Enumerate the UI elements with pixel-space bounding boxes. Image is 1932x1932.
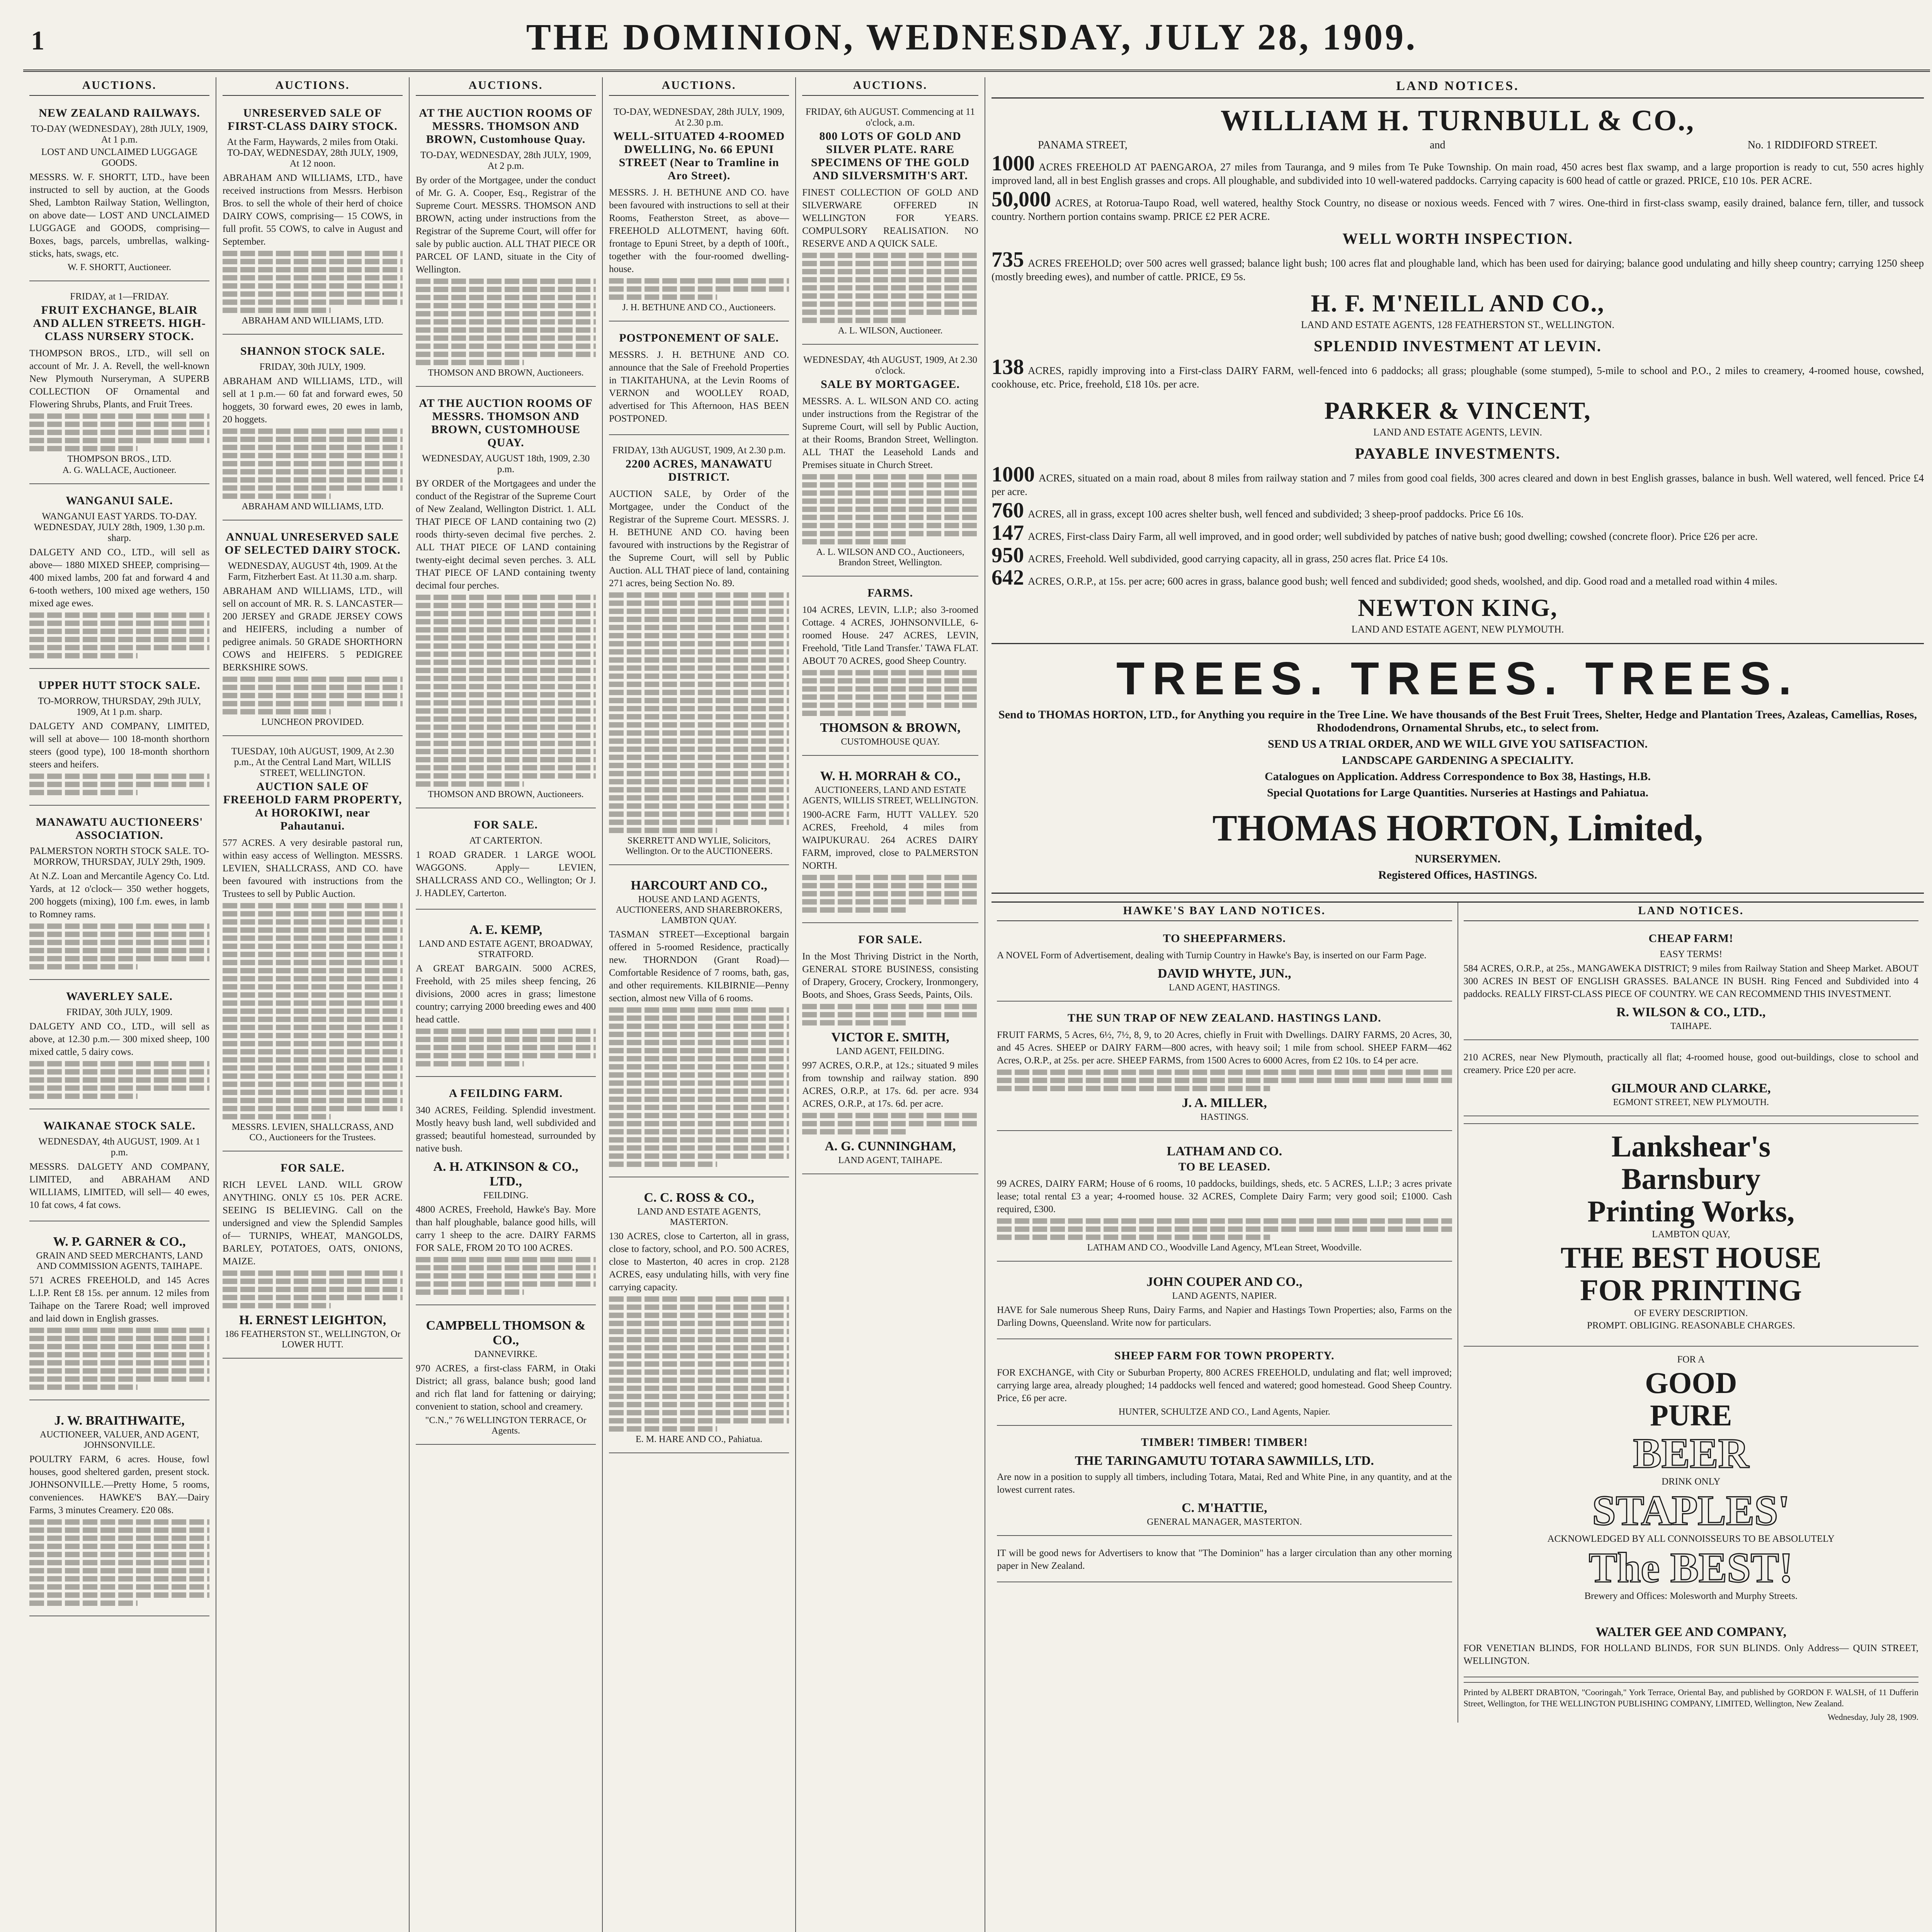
ad-date: FRIDAY, at 1—FRIDAY. <box>70 291 169 302</box>
ad-firm: A. G. WALLACE, Auctioneer. <box>62 465 177 475</box>
firm-address: GENERAL MANAGER, MASTERTON. <box>1147 1517 1302 1527</box>
notice <box>997 1541 1452 1582</box>
nursery-advertisement <box>992 643 1924 894</box>
firm-name: J. W. BRAITHWAITE, <box>54 1413 185 1428</box>
firm-address: 186 FEATHERSTON ST., WELLINGTON, Or LOWER HUTT. <box>224 1329 401 1350</box>
ad-date: At the Farm, Haywards, 2 miles from Otaki. TO-DAY, WEDNESDAY, 28th JULY, 1909, At 12 noon. <box>227 137 398 169</box>
printing-works-advertisement <box>1464 1123 1919 1339</box>
blinds-advertisement <box>1464 1616 1919 1677</box>
firm-address: LAND AND ESTATE AGENTS, 128 FEATHERSTON ST., WELLINGTON. <box>1301 319 1615 330</box>
firm-address: FEILDING. <box>483 1190 529 1201</box>
land-listing: 642 ACRES, O.R.P., at 15s. per acre; 600 acres in grass, balance good bush; well fenced and subdivided; good sheds, woolshed, and dip. Good road and a metalled road within 4 miles. <box>992 566 1777 590</box>
ad-body: 210 ACRES, near New Plymouth, practically all flat; 4-roomed house, good out-buildings, close to school and creamery. Price £20 per acre. <box>1463 1052 1918 1075</box>
column-heading: AUCTIONS. <box>802 77 978 96</box>
ad-title: UNRESERVED SALE OF FIRST-CLASS DAIRY STOCK. <box>228 107 398 133</box>
firm-ad <box>609 1182 789 1453</box>
ad-headline: THE BEST HOUSE <box>1560 1241 1821 1274</box>
auction-ad <box>223 741 403 1151</box>
ad-body: Special Quotations for Large Quantities. Nurseries at Hastings and Pahiatua. <box>1267 786 1648 799</box>
ad-title: SALE BY MORTGAGEE. <box>820 378 960 391</box>
ad-subtitle: FOR A <box>1677 1354 1705 1365</box>
ad-body: 130 ACRES, close to Carterton, all in grass, close to factory, school, and P.O. 500 ACRES, close to Masterton, 40 acres in crop. 2128 ACRES, easy undulating hills, with very fine carrying capacity. <box>609 1231 789 1293</box>
auction-ad <box>802 349 978 577</box>
ad-body: Send to THOMAS HORTON, LTD., for Anything you require in the Tree Line. We have thousands of the Best Fruit Trees, Shelter, Hedge and Plantation Trees, Azaleas, Camellias, Roses, Rhododendrons, Ornamental Shrubs, etc., to select from. <box>998 708 1917 734</box>
column-4 <box>603 77 796 1932</box>
ad-subtitle: ACKNOWLEDGED BY ALL CONNOISSEURS TO BE ABSOLUTELY <box>1547 1534 1835 1544</box>
land-notices-right <box>1458 903 1924 1723</box>
land-ad <box>997 1430 1452 1536</box>
ad-title: THE SUN TRAP OF NEW ZEALAND. HASTINGS LAND. <box>1067 1012 1381 1024</box>
ad-title: 800 LOTS OF GOLD AND SILVER PLATE. RARE SPECIMENS OF THE GOLD AND SILVERSMITH'S ART. <box>811 130 970 182</box>
land-ad <box>997 927 1452 1002</box>
firm-ad <box>609 870 789 1177</box>
ad-body: At N.Z. Loan and Mercantile Agency Co. Ltd. Yards, at 12 o'clock— 350 wether hoggets, 200 hoggets (mixing), 100 f.m. ewes, in lamb to Romney rams. <box>29 871 209 920</box>
ad-body: In the Most Thriving District in the North, GENERAL STORE BUSINESS, consisting of Drapery, Grocery, Crockery, Ironmongery, Boots, and Shoes, Grass Seeds, Paints, Oils. <box>802 951 978 1000</box>
column-heading: AUCTIONS. <box>29 77 209 96</box>
ad-body: LANDSCAPE GARDENING A SPECIALITY. <box>1342 754 1574 767</box>
ad-body: ABRAHAM AND WILLIAMS, LTD., will sell at 1 p.m.— 60 fat and forward ewes, 50 hoggets, 30 forward ewes, 20 ewes in lamb, 20 hoggets. <box>223 376 403 425</box>
auction-ad <box>223 339 403 520</box>
auction-ad <box>29 810 209 980</box>
firm-address: HUNTER, SCHULTZE AND CO., Land Agents, Napier. <box>1118 1407 1330 1417</box>
column-heading: AUCTIONS. <box>416 77 596 96</box>
ad-date: TO-DAY, WEDNESDAY, 28th JULY, 1909, At 2.30 p.m. <box>613 107 785 128</box>
ad-body: DALGETY AND CO., LTD., will sell as above, at 12.30 p.m.— 300 mixed sheep, 100 mixed cattle, 5 dairy cows. <box>29 1021 209 1057</box>
ad-body: Are now in a position to supply all timbers, including Totara, Matai, Red and White Pine, in any quantity, and at the lowest current rates. <box>997 1472 1452 1495</box>
firm-name: C. M'HATTIE, <box>1182 1501 1267 1515</box>
ad-heading: LOST AND UNCLAIMED LUGGAGE GOODS. <box>41 147 198 168</box>
ad-date: TO-DAY (WEDNESDAY), 28th JULY, 1909, At 1 p.m. <box>31 124 208 145</box>
ad-firm: E. M. HARE AND CO., Pahiatua. <box>636 1434 762 1444</box>
ad-firm: A. L. WILSON AND CO., Auctioneers, Brandon Street, Wellington. <box>816 547 964 568</box>
ad-date: PALMERSTON NORTH STOCK SALE. TO-MORROW, THURSDAY, JULY 29th, 1909. <box>29 846 209 867</box>
ad-title: AUCTION SALE OF FREEHOLD FARM PROPERTY, At HOROKIWI, near Pahautanui. <box>223 780 402 832</box>
ad-body: Catalogues on Application. Address Correspondence to Box 38, Hastings, H.B. <box>1264 770 1651 783</box>
lower-subcolumns <box>992 901 1924 1723</box>
firm-name: R. WILSON & CO., LTD., <box>1616 1005 1766 1019</box>
column-5 <box>796 77 985 1932</box>
ad-title: AT THE AUCTION ROOMS OF MESSRS. THOMSON AND BROWN, CUSTOMHOUSE QUAY. <box>419 397 593 449</box>
auction-ad <box>223 101 403 335</box>
firm-name: THE TARINGAMUTU TOTARA SAWMILLS, LTD. <box>1075 1454 1374 1468</box>
ad-title: SHEEP FARM FOR TOWN PROPERTY. <box>1114 1349 1335 1362</box>
ad-body: 4800 ACRES, Freehold, Hawke's Bay. More than half ploughable, balance good hills, will carry 1 sheep to the acre. DAIRY FARMS FOR SALE, FROM 20 TO 100 ACRES. <box>416 1204 596 1253</box>
ad-body: 577 ACRES. A very desirable pastoral run, within easy access of Wellington. MESSRS. LEVIEN, SHALLCRASS, AND CO. have been favoured with instructions from the Trustees to sell by Public Auction. <box>223 838 403 899</box>
auction-ad <box>609 101 789 321</box>
ad-body: A GREAT BARGAIN. 5000 ACRES, Freehold, with 25 miles sheep fencing, 26 divisions, 2000 acres in grass; limestone country; carrying 2000 breeding ewes and 400 head cattle. <box>416 963 596 1025</box>
land-ad <box>997 1136 1452 1262</box>
auction-ad <box>29 673 209 806</box>
section-heading: WELL WORTH INSPECTION. <box>1342 230 1573 247</box>
ad-body: MESSRS. A. L. WILSON AND CO. acting under instructions from the Registrar of the Supreme Court, will sell by Public Auction, at their Rooms, Brandon Street, Wellington. ALL THAT the Leasehold Lands and Premises situate in Church Street. <box>802 396 978 470</box>
land-listing: 50,000 ACRES, at Rotorua-Taupo Road, well watered, healthy Stock Country, no disease or noxious weeds. Fenced with 7 wires. One-third in first-class swamp, easily drained, balance fern, tiller, and tussock country. Northern portion contains swamp. PRICE £2 PER ACRE. <box>992 187 1924 222</box>
firm-ad <box>29 1405 209 1616</box>
printer-imprint: Printed by ALBERT DRABTON, "Cooringah," York Terrace, Oriental Bay, and published by GORDON F. WALSH, of 11 Dufferin Street, Wellington, for THE WELLINGTON PUBLISHING COMPANY, LIMITED, Wellington, New Zealand. Wednesday, July 28, 1909. <box>1464 1682 1919 1723</box>
land-listing: 138 ACRES, rapidly improving into a First-class DAIRY FARM, well-fenced into 6 paddocks; all grass; ploughable (some stumped), 5-mile to school and P.O., 2 miles to creamery, 4-roomed house, cowshed, cookhouse, etc. Price, freehold, £18 10s. per acre. <box>992 355 1924 390</box>
ad-body: DALGETY AND COMPANY, LIMITED, will sell at above— 100 18-month shorthorn steers (good type), 100 18-month shorthorn steers and heifers. <box>29 721 209 770</box>
auction-ad <box>29 489 209 669</box>
ad-body: By order of the Mortgagee, under the conduct of Mr. G. A. Cooper, Esq., Registrar of the Supreme Court. MESSRS. THOMSON AND BROWN, acting under instructions from the Registrar of the Supreme Court, will offer for sale by public auction. ALL THAT PIECE OR PARCEL OF LAND, situate in the City of Wellington. <box>416 175 596 275</box>
ad-body: 340 ACRES, Feilding. Splendid investment. Mostly heavy bush land, well subdivided and grassed; beautiful homestead, surrounded by native bush. <box>416 1105 596 1154</box>
ad-firm: A. L. WILSON, Auctioneer. <box>838 326 943 336</box>
firm-address: Registered Offices, HASTINGS. <box>1378 869 1537 881</box>
auction-ad <box>802 581 978 756</box>
column-heading: LAND NOTICES. <box>992 77 1924 99</box>
firm-name: CAMPBELL THOMSON & CO., <box>426 1318 586 1347</box>
firm-ad <box>29 1226 209 1400</box>
ad-title: CHEAP FARM! <box>1648 932 1734 945</box>
land-listing: 147 ACRES, First-class Dairy Farm, all well improved, and in good order; well subdivided by patches of native bush; good dwelling; cowshed (concrete floor). Price £26 per acre. <box>992 521 1758 545</box>
auction-ad <box>223 1156 403 1359</box>
auction-ad <box>29 286 209 484</box>
ad-title: NEW ZEALAND RAILWAYS. <box>39 107 200 119</box>
ad-date: WEDNESDAY, AUGUST 18th, 1909, 2.30 p.m. <box>422 453 590 474</box>
ad-body: RICH LEVEL LAND. WILL GROW ANYTHING. ONLY £5 10s. PER ACRE. SEEING IS BELIEVING. Call on the undersigned and view the Splendid Samples of— TURNIPS, WHEAT, MANGOLDS, BARLEY, POTATOES, OATS, ONIONS, MAIZE. <box>223 1180 403 1267</box>
land-ad <box>997 1006 1452 1131</box>
column-3 <box>410 77 603 1932</box>
ad-body: 99 ACRES, DAIRY FARM; House of 6 rooms, 10 paddocks, buildings, sheds, etc. 5 ACRES, L.I.P.; 3 acres private lease; total rental £3 a year; 4-roomed house. 32 ACRES, Complete Dairy Farm; very good soil; £1000. Cash required, £300. <box>997 1179 1452 1214</box>
ad-title: WANGANUI SALE. <box>66 494 173 507</box>
ad-date: WANGANUI EAST YARDS. TO-DAY. WEDNESDAY, JULY 28th, 1909, 1.30 p.m. sharp. <box>34 511 205 543</box>
firm-address: LAND AGENT, TAIHAPE. <box>838 1155 942 1165</box>
firm-address: TAIHAPE. <box>1670 1021 1712 1031</box>
auction-ad <box>609 326 789 435</box>
ad-note: LUNCHEON PROVIDED. <box>261 717 364 727</box>
ad-firm: MESSRS. LEVIEN, SHALLCRASS, AND CO., Auctioneers for the Trustees. <box>231 1122 394 1143</box>
ad-body: 104 ACRES, LEVIN, L.I.P.; also 3-roomed Cottage. 4 ACRES, JOHNSONVILLE, 6-roomed House. 247 ACRES, LEVIN, Freehold, 'Title Land Transfer.' TAWA FLAT. ABOUT 70 ACRES, good Sheep Country. <box>802 605 978 666</box>
ad-title: WELL-SITUATED 4-ROOMED DWELLING, No. 66 EPUNI STREET (Near to Tramline in Aro Street). <box>613 130 785 182</box>
land-listing: 735 ACRES FREEHOLD; over 500 acres well grassed; balance light bush; 100 acres flat and ploughable land, which has been used for dairying; balance good undulating and hilly sheep country; carrying 1250 sheep (mostly breeding ewes), and number of cattle. PRICE, £9 5s. <box>992 248 1924 282</box>
ad-title: FOR SALE. <box>858 933 922 946</box>
ad-firm: SKERRETT AND WYLIE, Solicitors, Wellington. Or to the AUCTIONEERS. <box>625 836 773 856</box>
firm-name: LATHAM AND CO. <box>1167 1144 1282 1158</box>
ad-body: A NOVEL Form of Advertisement, dealing with Turnip Country in Hawke's Bay, is inserted on our Farm Page. <box>997 950 1427 961</box>
firm-ad <box>802 760 978 923</box>
column-heading: AUCTIONS. <box>223 77 403 96</box>
firm-address: LAND AND ESTATE AGENT, NEW PLYMOUTH. <box>1351 624 1564 635</box>
ad-headline: Lankshear's <box>1611 1129 1771 1163</box>
ad-contact: "C.N.," 76 WELLINGTON TERRACE, Or Agents. <box>425 1415 587 1436</box>
ad-body: FOR VENETIAN BLINDS, FOR HOLLAND BLINDS, FOR SUN BLINDS. Only Address— QUIN STREET, WELLINGTON. <box>1463 1643 1918 1666</box>
ad-title: WAIKANAE STOCK SALE. <box>43 1119 196 1132</box>
ad-title: MANAWATU AUCTIONEERS' ASSOCIATION. <box>36 816 203 842</box>
ad-footer: Brewery and Offices: Molesworth and Murphy Streets. <box>1584 1591 1798 1601</box>
firm-address: AUCTIONEER, VALUER, AND AGENT, JOHNSONVILLE. <box>40 1430 199 1450</box>
firm-name: A. G. CUNNINGHAM, <box>825 1139 956 1153</box>
firm-name: J. A. MILLER, <box>1182 1096 1267 1110</box>
ad-body: AUCTION SALE, by Order of the Mortgagee, under the Conduct of the Registrar of the Supreme Court. MESSRS. J. H. BETHUNE AND CO. having been favoured with instructions by the Registrar of the Supreme Court, will sell by Public Auction. ALL THAT piece of land, containing 271 acres, being Section No. 89. <box>609 489 789 588</box>
ad-tagline: PROMPT. OBLIGING. REASONABLE CHARGES. <box>1587 1320 1795 1331</box>
ad-date: FRIDAY, 30th JULY, 1909. <box>66 1007 173 1017</box>
firm-name: NEWTON KING, <box>1357 594 1558 621</box>
brand-name: STAPLES' <box>1592 1487 1790 1534</box>
masthead <box>23 15 1930 72</box>
ad-body: SEND US A TRIAL ORDER, AND WE WILL GIVE YOU SATISFACTION. <box>1267 738 1648 750</box>
auction-ad <box>29 101 209 281</box>
firm-address: PANAMA STREET, and No. 1 RIDDIFORD STREET. <box>1038 139 1878 151</box>
ad-body: MESSRS. J. H. BETHUNE AND CO. announce that the Sale of Freehold Properties in TIAKITAHUNA, at the Levin Rooms of VERNON and WOOLLEY ROAD, advertised for This Afternoon, HAS BEEN POSTPONED. <box>609 350 789 424</box>
land-listing: 760 ACRES, all in grass, except 100 acres shelter bush, well fenced and subdivided; 3 sheep-proof paddocks. Price £6 10s. <box>992 498 1524 522</box>
firm-name: A. H. ATKINSON & CO., LTD., <box>433 1160 578 1189</box>
firm-address: GRAIN AND SEED MERCHANTS, LAND AND COMMISSION AGENTS, TAIHAPE. <box>36 1251 203 1271</box>
ad-headline: FOR PRINTING <box>1580 1273 1802 1307</box>
columns <box>23 77 1930 1932</box>
ad-body: MESSRS. J. H. BETHUNE AND CO. have been favoured with instructions to sell at their Rooms, Featherston Street, as above— FREEHOLD ALLOTMENT, having 60ft. frontage to Epuni Street, by a depth of 100ft., together with the four-roomed dwelling-house. <box>609 187 789 274</box>
ad-title: WAVERLEY SALE. <box>66 990 173 1003</box>
section-heading: PAYABLE INVESTMENTS. <box>1355 445 1561 462</box>
ad-headline: PURE <box>1650 1398 1732 1432</box>
ad-title: POSTPONEMENT OF SALE. <box>619 332 779 344</box>
newspaper-title: THE DOMINION, WEDNESDAY, JULY 28, 1909. <box>526 16 1418 58</box>
firm-name: A. E. KEMP, <box>469 923 543 937</box>
firm-name: C. C. ROSS & CO., <box>644 1190 754 1205</box>
ad-body: IT will be good news for Advertisers to know that "The Dominion" has a larger circulation than any other morning paper in New Zealand. <box>997 1548 1452 1571</box>
auction-ad <box>802 101 978 345</box>
firm-name: THOMAS HORTON, Limited, <box>1212 807 1703 849</box>
ad-date: WEDNESDAY, 4th AUGUST, 1909. At 1 p.m. <box>38 1136 201 1158</box>
ad-title: ANNUAL UNRESERVED SALE OF SELECTED DAIRY STOCK. <box>224 531 401 556</box>
firm-address: LAND AND ESTATE AGENTS, MASTERTON. <box>637 1207 761 1227</box>
ad-date: TUESDAY, 10th AUGUST, 1909, At 2.30 p.m., At the Central Land Mart, WILLIS STREET, WELLINGTON. <box>231 746 394 778</box>
ad-date: FRIDAY, 6th AUGUST. Commencing at 11 o'clock, a.m. <box>805 107 975 128</box>
ad-body: DALGETY AND CO., LTD., will sell as above— 1880 MIXED SHEEP, comprising— 400 mixed lambs, 200 fat and forward 4 and 6-tooth wethers, 100 mixed age wethers, 150 mixed age ewes. <box>29 547 209 609</box>
ad-title: TIMBER! TIMBER! TIMBER! <box>1141 1436 1308 1449</box>
firm-address: LAND AGENT, HASTINGS. <box>1168 983 1280 993</box>
auction-ad <box>223 525 403 736</box>
column-2 <box>216 77 410 1932</box>
firm-address: LAND AND ESTATE AGENT, BROADWAY, STRATFORD. <box>419 939 593 959</box>
ad-title: AT THE AUCTION ROOMS OF MESSRS. THOMSON AND BROWN, Customhouse Quay. <box>419 107 593 146</box>
firm-name: PARKER & VINCENT, <box>1324 397 1591 424</box>
ad-subtitle: LAMBTON QUAY, <box>1652 1229 1730 1240</box>
page-number: 1 <box>31 26 44 56</box>
ad-headline: GOOD <box>1645 1366 1737 1400</box>
ad-headline: BEER <box>1633 1430 1749 1477</box>
ad-headline: TREES. TREES. TREES. <box>1116 653 1799 704</box>
ad-firm: ABRAHAM AND WILLIAMS, LTD. <box>242 502 384 512</box>
firm-address: LAND AND ESTATE AGENTS, LEVIN. <box>1373 427 1542 438</box>
firm-address: HOUSE AND LAND AGENTS, AUCTIONEERS, AND SHAREBROKERS, LAMBTON QUAY. <box>616 895 782 925</box>
ad-body: MESSRS. DALGETY AND COMPANY, LIMITED, and ABRAHAM AND WILLIAMS, LIMITED, will sell— 40 ewes, 10 fat cows, 4 fat cows. <box>29 1162 209 1210</box>
land-listing: 950 ACRES, Freehold. Well subdivided, good carrying capacity, all in grass, 250 acres flat. Price £4 10s. <box>992 543 1448 567</box>
land-ad <box>997 1344 1452 1426</box>
firm-address: NURSERYMEN. <box>1415 852 1501 865</box>
ad-subtitle: EASY TERMS! <box>1660 949 1723 959</box>
firm-name: WALTER GEE AND COMPANY, <box>1595 1625 1787 1639</box>
land-ad <box>1464 1045 1919 1116</box>
firm-address: LAND AGENT, FEILDING. <box>836 1046 944 1056</box>
ad-body: 1900-ACRE Farm, HUTT VALLEY. 520 ACRES, Freehold, 4 miles from WAIPUKURAU. 264 ACRES DAIRY FARM, improved, close to PALMERSTON NORTH. <box>802 810 978 871</box>
auction-ad <box>609 440 789 865</box>
ad-title: UPPER HUTT STOCK SALE. <box>38 679 201 692</box>
ad-title: FOR SALE. <box>474 818 538 831</box>
ad-title: FOR SALE. <box>281 1162 345 1174</box>
column-heading: LAND NOTICES. <box>1464 903 1919 921</box>
firm-name: THOMSON & BROWN, <box>820 721 961 735</box>
ad-firm: J. H. BETHUNE AND CO., Auctioneers. <box>622 303 776 313</box>
auction-ad <box>416 1082 596 1305</box>
ad-title: TO SHEEPFARMERS. <box>1163 932 1286 945</box>
ad-body: THOMPSON BROS., LTD., will sell on account of Mr. J. A. Revell, the well-known New Plymouth Nurseryman, A SUPERB COLLECTION OF Ornamental and Flowering Shrubs, Plants, and Fruit Trees. <box>29 348 209 410</box>
ad-body: 997 ACRES, O.R.P., at 12s.; situated 9 miles from township and railway station. 890 ACRES, O.R.P., at 17s. 6d. per acre. 934 ACRES, O.R.P., at 17s. 6d. per acre. <box>802 1060 978 1109</box>
land-ad <box>1464 927 1919 1040</box>
column-heading: HAWKE'S BAY LAND NOTICES. <box>997 903 1452 921</box>
ad-title: TO BE LEASED. <box>1178 1160 1270 1173</box>
hawkes-bay-notices <box>992 903 1458 1723</box>
ad-date: FRIDAY, 13th AUGUST, 1909, At 2.30 p.m. <box>612 445 786 456</box>
ad-firm: ABRAHAM AND WILLIAMS, LTD. <box>242 316 384 326</box>
firm-address: CUSTOMHOUSE QUAY. <box>841 737 940 747</box>
firm-name: H. ERNEST LEIGHTON, <box>239 1313 386 1327</box>
ad-subtitle: OF EVERY DESCRIPTION. <box>1634 1308 1748 1318</box>
ad-date: AT CARTERTON. <box>469 835 543 846</box>
auction-ad <box>29 1114 209 1221</box>
ad-subtitle: DRINK ONLY <box>1662 1476 1721 1487</box>
ad-title: A FEILDING FARM. <box>449 1087 563 1100</box>
firm-address: EGMONT STREET, NEW PLYMOUTH. <box>1613 1097 1769 1107</box>
firm-name: W. P. GARNER & CO., <box>53 1235 186 1249</box>
firm-name: DAVID WHYTE, JUN., <box>1158 966 1291 981</box>
firm-name: JOHN COUPER AND CO., <box>1146 1275 1303 1289</box>
ad-headline: The BEST! <box>1588 1544 1793 1591</box>
ad-body: FINEST COLLECTION OF GOLD AND SILVERWARE OFFERED IN WELLINGTON FOR YEARS. COMPULSORY REALISATION. NO RESERVE AND A QUICK SALE. <box>802 187 978 249</box>
ad-headline: Printing Works, <box>1587 1194 1795 1228</box>
firm-ad <box>416 914 596 1077</box>
ad-body: 571 ACRES FREEHOLD, and 145 Acres L.I.P. Rent £8 15s. per annum. 12 miles from Taihape on the Tarere Road; well improved and laid down in English grasses. <box>29 1275 209 1324</box>
ad-date: WEDNESDAY, AUGUST 4th, 1909. At the Farm, Fitzherbert East. At 11.30 a.m. sharp. <box>228 561 398 582</box>
ad-body: POULTRY FARM, 6 acres. House, fowl houses, good sheltered garden, present stock. JOHNSONVILLE.—Pretty Home, 5 rooms, conveniences. HAWKE'S BAY.—Dairy Farms, 3 minutes Creamery. £20 08s. <box>29 1454 209 1515</box>
ad-title: SHANNON STOCK SALE. <box>240 345 385 357</box>
ad-date: FRIDAY, 30th JULY, 1909. <box>259 362 366 372</box>
ad-firm: THOMSON AND BROWN, Auctioneers. <box>428 789 584 799</box>
firm-address: AUCTIONEERS, LAND AND ESTATE AGENTS, WILLIS STREET, WELLINGTON. <box>802 785 978 806</box>
imprint-date: Wednesday, July 28, 1909. <box>1827 1712 1918 1722</box>
ad-body: FRUIT FARMS, 5 Acres, 6½, 7½, 8, 9, to 20 Acres, chiefly in Fruit with Dwellings. DAIRY FARMS, 20 Acres, 30, and 45 Acres. SHEEP or DAIRY FARM—800 acres, with heavy soil; 1 mile from school. SHEEP FARM—462 Acres, O.R.P., at 25s. per acre. SHEEP FARMS, from 1500 Acres to 6000 Acres, from £2 10s. to £4 per acre. <box>997 1030 1452 1066</box>
ad-date: TO-DAY, WEDNESDAY, 28th JULY, 1909, At 2 p.m. <box>420 150 592 171</box>
beer-advertisement <box>1464 1346 1919 1609</box>
column-1 <box>23 77 216 1932</box>
ad-body: TASMAN STREET—Exceptional bargain offered in 5-roomed Residence, practically new. THORNDON (Grant Road)—Comfortable Residence of 7 rooms, bath, gas, and other requirements. KILBIRNIE—Penny section, almost new Villa of 6 rooms. <box>609 929 789 1003</box>
land-ad <box>997 1266 1452 1339</box>
ad-body: MESSRS. W. F. SHORTT, LTD., have been instructed to sell by auction, at the Goods Shed, Lambton Railway Station, Wellington, on above date— LOST AND UNCLAIMED LUGGAGE and GOODS, comprising— Boxes, bags, parcels, umbrellas, walking-sticks, hats, swags, etc. <box>29 172 209 259</box>
land-notices-column <box>985 77 1930 1932</box>
ad-body: 1 ROAD GRADER. 1 LARGE WOOL WAGGONS. Apply— LEVIEN, SHALLCRASS AND CO., Wellington; Or J. J. HADLEY, Carterton. <box>416 850 596 898</box>
firm-name: VICTOR E. SMITH, <box>831 1030 949 1044</box>
firm-name: W. H. MORRAH & CO., <box>820 769 961 783</box>
auction-ad <box>29 985 209 1109</box>
section-heading: SPLENDID INVESTMENT AT LEVIN. <box>1314 337 1602 355</box>
ad-body: 970 ACRES, a first-class FARM, in Otaki District; all grass, balance bush; good land and rich flat land for fattening or dairying; convenient to station, school and creamery. <box>416 1363 596 1412</box>
firm-name: GILMOUR AND CLARKE, <box>1611 1081 1771 1095</box>
auction-ad <box>416 813 596 910</box>
ad-firm: W. F. SHORTT, Auctioneer. <box>68 262 171 272</box>
firm-address: HASTINGS. <box>1200 1112 1249 1122</box>
ad-firm: THOMPSON BROS., LTD. <box>67 454 172 464</box>
land-listing: 1000 ACRES FREEHOLD AT PAENGAROA, 27 miles from Tauranga, and 9 miles from Te Puke Township. On main road, 450 acres best flax swamp, and a large proportion is ready to cut, 550 acres highly improved land, all in best English grasses and crops. All ploughable, and subdivided into 10 well-watered paddocks. Carrying capacity is 600 head of cattle or grazed. PRICE, £10 10s. PER ACRE. <box>992 151 1924 186</box>
firm-name: WILLIAM H. TURNBULL & CO., <box>1220 104 1695 137</box>
firm-name: HARCOURT AND CO., <box>631 878 767 893</box>
ad-date: WEDNESDAY, 4th AUGUST, 1909, At 2.30 o'clock. <box>803 355 978 376</box>
ad-title: 2200 ACRES, MANAWATU DISTRICT. <box>625 457 773 483</box>
ad-body: ABRAHAM AND WILLIAMS, LTD., will sell on account of MR. R. S. LANCASTER— 200 JERSEY and GRADE JERSEY COWS and HEIFERS, including a number of pedigree animals. 50 GRADE SHORTHORN COWS and HEIFERS. 5 PEDIGREE BERKSHIRE SOWS. <box>223 586 403 673</box>
column-heading: AUCTIONS. <box>609 77 789 96</box>
land-listing: 1000 ACRES, situated on a main road, about 8 miles from railway station and 7 miles from good coal fields, 300 acres cleared and down in best English grasses, balance in bush. Well watered, well fenced. Price £4 per acre. <box>992 463 1924 497</box>
ad-date: TO-MORROW, THURSDAY, 29th JULY, 1909, At 1 p.m. sharp. <box>38 696 201 717</box>
auction-ad <box>416 101 596 387</box>
ad-title: FARMS. <box>867 587 913 599</box>
firm-address: LAND AGENTS, NAPIER. <box>1172 1291 1277 1301</box>
ad-body: HAVE for Sale numerous Sheep Runs, Dairy Farms, and Napier and Hastings Town Properties; also, Farms on the Darling Downs, Queensland. Write now for particulars. <box>997 1305 1452 1328</box>
firm-address: LATHAM AND CO., Woodville Land Agency, M'Lean Street, Woodville. <box>1087 1243 1362 1253</box>
ad-body: BY ORDER of the Mortgagees and under the conduct of the Registrar of the Supreme Court of New Zealand, Wellington District. 1. ALL THAT PIECE OF LAND containing two (2) roods thirty-seven decimal five perches. 2. ALL THAT PIECE OF LAND containing twenty-eight decimal seven perches. 3. ALL THAT PIECE OF LAND containing twenty decimal four perches. <box>416 478 596 591</box>
ad-body: 584 ACRES, O.R.P., at 25s., MANGAWEKA DISTRICT; 9 miles from Railway Station and Sheep Market. ABOUT 300 ACRES IN BEST OF ENGLISH GRASSES. BALANCE IN BUSH. Ring Fenced and Subdivided into 4 paddocks. REALLY FIRST-CLASS PIECE OF COUNTRY. WE CAN RECOMMEND THIS INVESTMENT. <box>1463 963 1918 999</box>
firm-address: DANNEVIRKE. <box>474 1349 537 1359</box>
ad-body: ABRAHAM AND WILLIAMS, LTD., have received instructions from Messrs. Herbison Bros. to sell the whole of their herd of choice DAIRY COWS, comprising— 15 COWS, in full profit. 55 COWS, to calve in August and September. <box>223 173 403 247</box>
ad-firm: THOMSON AND BROWN, Auctioneers. <box>428 368 584 378</box>
ad-headline: Barnsbury <box>1621 1162 1761 1196</box>
auction-ad <box>802 928 978 1174</box>
firm-ad <box>416 1310 596 1445</box>
firm-name: H. F. M'NEILL AND CO., <box>1311 289 1605 317</box>
ad-body: FOR EXCHANGE, with City or Suburban Property, 800 ACRES FREEHOLD, undulating and flat; well improved; carrying large area, already ploughed; 14 paddocks well fenced and watered; good homestead. Good Sheep Country. Price, £6 per acre. <box>997 1367 1452 1403</box>
ad-title: FRUIT EXCHANGE, BLAIR AND ALLEN STREETS. HIGH-CLASS NURSERY STOCK. <box>33 304 206 343</box>
auction-ad <box>416 391 596 808</box>
